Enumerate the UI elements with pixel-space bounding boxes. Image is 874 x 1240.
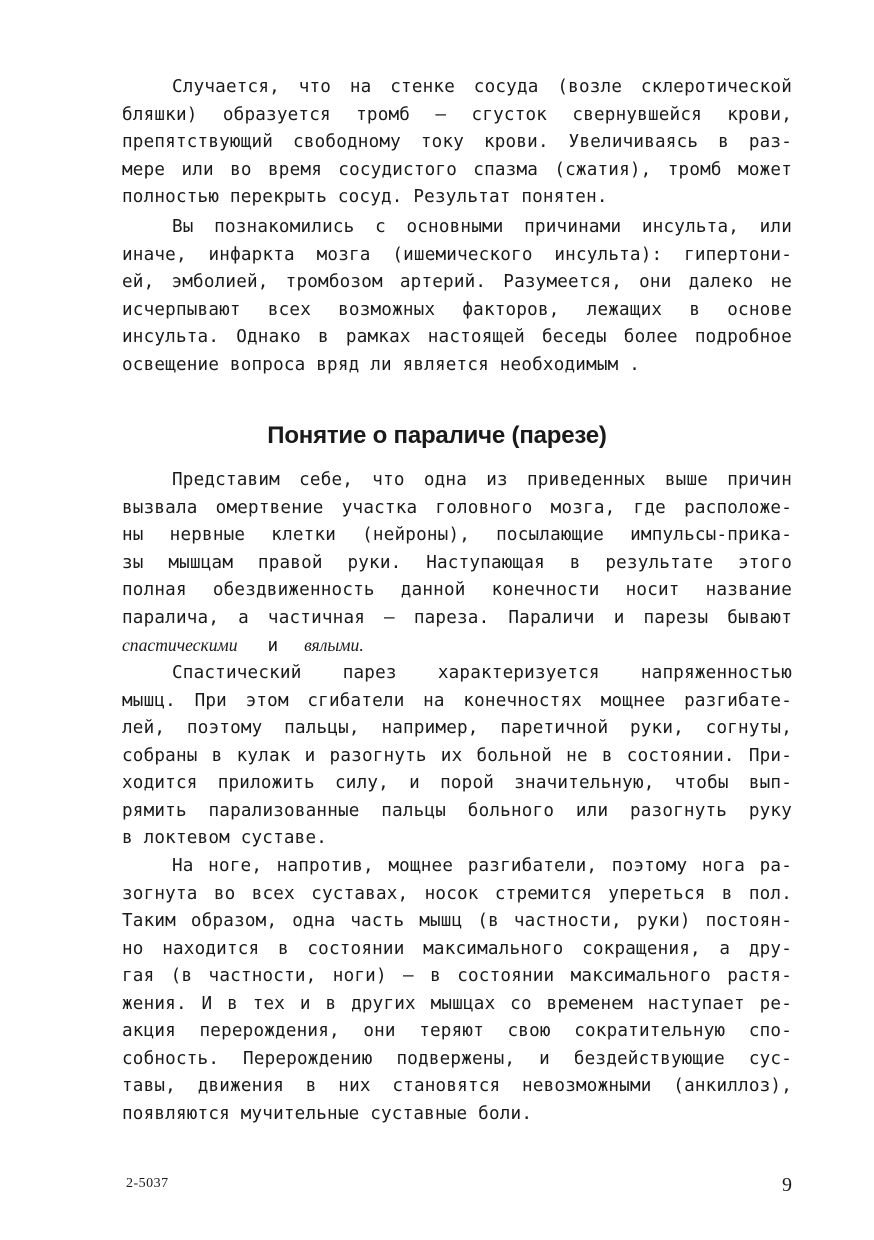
text-line: в локтевом суставе.	[122, 828, 328, 848]
text-line: Спастический парез характеризуется напряженностью	[172, 663, 792, 683]
text-line: инсульта. Однако в рамках настоящей беседы более подробное	[122, 327, 792, 347]
text-line: зогнута во всех суставах, носок стремится упереться в пол.	[122, 883, 792, 904]
text-line: освещение вопроса вряд ли является необходимым .	[122, 354, 641, 375]
text-line: Представим себе, что одна из приведенных выше причин	[172, 470, 792, 490]
text-line: акция перерождения, они теряют свою сократительную спо-	[122, 1021, 792, 1041]
text-line: полностью перекрыть сосуд. Результат понятен.	[122, 187, 608, 207]
text-line: ны нервные клетки (нейроны), посылающие импульсы-прика-	[122, 525, 792, 545]
conjunction: и	[267, 636, 279, 656]
text-line: мышц. При этом сгибатели на конечностях мощнее разгибате-	[122, 690, 792, 711]
text-line: собраны в кулак и разогнуть их больной не в состоянии. При-	[122, 745, 792, 766]
text-line: жения. И в тех и в других мышцах со временем наступает ре-	[122, 993, 792, 1014]
text-line: полная обездвиженность данной конечности носит название	[122, 580, 792, 600]
text-line: гая (в частности, ноги) — в состоянии максимального растя-	[122, 966, 792, 986]
text-line: препятствующий свободному току крови. Увеличиваясь в раз-	[122, 132, 792, 152]
text-line: вызвала омертвение участка головного мозга, где расположе-	[122, 497, 792, 518]
italic-term-spastic: спастическими	[122, 635, 238, 655]
text-line: зы мышцам правой руки. Наступающая в результате этого	[122, 552, 792, 573]
text-line-italic	[122, 632, 792, 660]
text-line: На ноге, напротив, мощнее разгибатели, поэтому нога ра-	[172, 856, 792, 876]
text-line: тавы, движения в них становятся невозможными (анкиллоз),	[122, 1076, 792, 1096]
paragraph-2	[122, 214, 792, 379]
text-line: Случается, что на стенке сосуда (возле склеротической	[172, 77, 792, 97]
text-line: паралича, а частичная — пареза. Параличи и парезы бывают	[122, 607, 792, 628]
text-line: ей, эмболией, тромбозом артерий. Разумеется, они далеко не	[122, 272, 792, 292]
text-line: мере или во время сосудистого спазма (сжатия), тромб может	[122, 159, 792, 180]
paragraph-3	[122, 467, 792, 660]
text-line: ходится приложить силу, и порой значительную, чтобы вып-	[122, 773, 792, 793]
print-code: 2-5037	[126, 1176, 169, 1191]
text-line: рямить парализованные пальцы больного или разогнуть руку	[122, 800, 792, 821]
text-line: Вы познакомились с основными причинами инсульта, или	[172, 217, 792, 237]
text-line: собность. Перерождению подвержены, и бездействующие сус-	[122, 1048, 792, 1069]
italic-term-flaccid: вялыми.	[304, 635, 364, 655]
paragraph-1	[122, 74, 792, 212]
section-heading: Понятие о параличе (парезе)	[267, 422, 607, 449]
text-line: бляшки) образуется тромб — сгусток свернувшейся крови,	[122, 104, 792, 125]
text-line: иначе, инфаркта мозга (ишемического инсульта): гипертони-	[122, 244, 792, 265]
text-line: лей, поэтому пальцы, например, паретичной руки, согнуты,	[122, 718, 792, 738]
text-line: появляются мучительные суставные боли.	[122, 1103, 533, 1124]
text-line: исчерпывают всех возможных факторов, лежащих в основе	[122, 299, 792, 320]
text-line: но находится в состоянии максимального сокращения, а дру-	[122, 938, 792, 959]
page-number: 9	[782, 1174, 792, 1196]
paragraph-4	[122, 660, 792, 853]
paragraph-5	[122, 853, 792, 1128]
text-line: Таким образом, одна часть мышц (в частности, руки) постоян-	[122, 911, 792, 931]
